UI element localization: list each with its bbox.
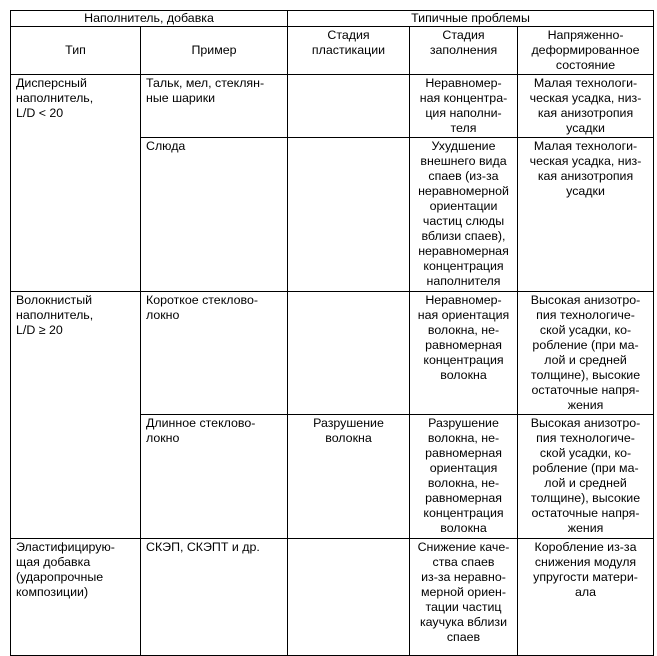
col-header-stress-state: Напряженно- деформированное состояние <box>518 27 654 75</box>
table-row <box>11 75 654 138</box>
problems-group-header: Типичные проблемы <box>288 11 654 27</box>
column-header-row <box>11 27 654 75</box>
filling-cell: Неравномер- ная ориентация волокна, не- равномерная концентрация волокна <box>410 292 518 415</box>
plastication-cell <box>288 539 410 656</box>
filler-problems-table <box>10 10 654 656</box>
plastication-cell: Разрушение волокна <box>288 415 410 539</box>
stress-state-cell: Малая технологи- ческая усадка, низ- кая анизотропия усадки <box>518 75 654 138</box>
col-header-plastication: Стадия пластикации <box>288 27 410 75</box>
col-header-type: Тип <box>11 27 141 75</box>
example-cell: Слюда <box>141 138 288 292</box>
table-row <box>11 292 654 415</box>
example-cell: Длинное стеклово- локно <box>141 415 288 539</box>
plastication-cell <box>288 292 410 415</box>
example-cell: СКЭП, СКЭПТ и др. <box>141 539 288 656</box>
type-cell: Дисперсный наполнитель, L/D < 20 <box>11 75 141 292</box>
col-header-example: Пример <box>141 27 288 75</box>
stress-state-cell: Малая технологи- ческая усадка, низ- кая анизотропия усадки <box>518 138 654 292</box>
type-cell: Волокнистый наполнитель, L/D ≥ 20 <box>11 292 141 539</box>
group-header-row <box>11 11 654 27</box>
filling-cell: Снижение каче- ства спаев из-за неравно- мерной ориен- тации частиц каучука вблизи спаев <box>410 539 518 656</box>
type-cell: Эластифицирую- щая добавка (ударопрочные композиции) <box>11 539 141 656</box>
stress-state-cell: Коробление из-за снижения модуля упругости матери- ала <box>518 539 654 656</box>
filling-cell: Разрушение волокна, не- равномерная ориентация волокна, не- равномерная концентрация волокна <box>410 415 518 539</box>
stress-state-cell: Высокая анизотро- пия технологиче- ской усадки, ко- робление (при ма- лой и средней толщине), высокие остаточные напря- жения <box>518 415 654 539</box>
plastication-cell <box>288 138 410 292</box>
plastication-cell <box>288 75 410 138</box>
col-header-filling: Стадия заполнения <box>410 27 518 75</box>
table-row <box>11 539 654 656</box>
filler-group-header: Наполнитель, добавка <box>11 11 288 27</box>
filling-cell: Неравномер- ная концентра- ция наполни- теля <box>410 75 518 138</box>
example-cell: Короткое стеклово- локно <box>141 292 288 415</box>
filling-cell: Ухудшение внешнего вида спаев (из-за неравномерной ориентации частиц слюды вблизи спаев), неравномерная концентрация наполнителя <box>410 138 518 292</box>
stress-state-cell: Высокая анизотро- пия технологиче- ской усадки, ко- робление (при ма- лой и средней толщине), высокие остаточные напря- жения <box>518 292 654 415</box>
example-cell: Тальк, мел, стеклян- ные шарики <box>141 75 288 138</box>
